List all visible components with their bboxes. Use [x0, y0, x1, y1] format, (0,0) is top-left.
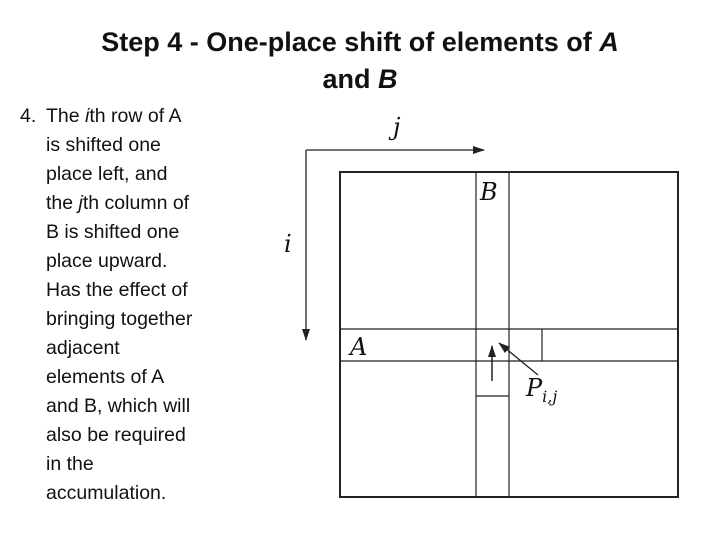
desc-line-10: elements of A — [46, 366, 165, 388]
desc-line-11: and B, which will — [46, 395, 191, 417]
desc-line-12: also be required — [46, 424, 186, 446]
desc-line-6: place upward. — [46, 250, 168, 272]
title-and: and — [322, 64, 378, 94]
desc-line-5: B is shifted one — [46, 221, 180, 243]
matrix-a-label: A — [350, 333, 368, 361]
desc-line-1: 4. The ith row of A — [20, 102, 235, 131]
desc-line-8: bringing together — [46, 308, 193, 330]
matrix-b-label: B — [480, 178, 498, 206]
title-var-a: A — [599, 27, 619, 57]
desc-line-4: the jth column of — [46, 192, 190, 214]
title-var-b: B — [378, 64, 398, 94]
title-prefix: Step 4 - One-place shift of elements of — [101, 27, 600, 57]
j-axis-label: j — [393, 113, 401, 141]
desc-line-3: place left, and — [46, 163, 168, 185]
p-label — [525, 374, 557, 406]
step-number: 4. — [20, 105, 37, 127]
i-axis-label: i — [284, 230, 292, 258]
p-pointer-arrow — [499, 343, 538, 375]
desc-line-14: accumulation. — [46, 482, 167, 504]
p-label-subscript: i,j — [542, 387, 558, 406]
desc-line-9: adjacent — [46, 337, 120, 359]
desc-line-7: Has the effect of — [46, 279, 188, 301]
p-label-base: P — [526, 374, 543, 402]
desc-line-2: is shifted one — [46, 134, 161, 156]
desc-line-13: in the — [46, 453, 94, 475]
